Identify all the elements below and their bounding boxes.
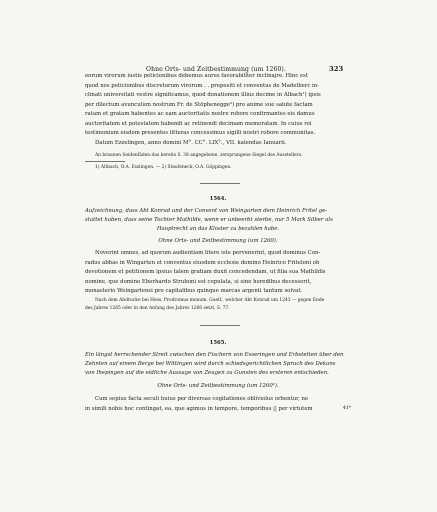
page-number: 323 [329,65,344,73]
sheet-signature: 41* [342,406,351,411]
summary-line: stattet haben, dass seine Tochter Mathilde, wenn er unbeerbt sterbe, nur 5 Mark Silber als [85,217,333,223]
source-line: des Jahres 1265 oder in den Anfang des Jahres 1266 setzt, S. 77. [85,305,230,311]
text-line: per dilectum avunculum nostrum Fr. de Stöphenegge²) pro anime sue salute factam [85,101,313,108]
source-note [85,297,351,313]
document-summary [85,351,351,378]
seal-note: An braunen Seidenfäden das bereits S. 38 angegebene, zersprungene Siegel des Ausstellers. [95,153,303,158]
text-line: nomine, que domino Eberhardo Struboni est copulata, si sine heredibus decesserit, [85,278,312,285]
document-text [85,249,351,297]
text-line: radus abbas in Wingarten et conventus eiusdem ecclesie domino Heinrico Friteloni ob [85,259,320,266]
summary-line: Zehnten auf einem Berge bei Wittingen wird durch schiedsgerichtlichen Spruch des Dekans [85,361,336,367]
summary-line: Ein längst herrschender Streit zwischen den Fischern von Esseringen und Erbstetten über den [85,352,344,358]
text-line: ratam et gratam habentes ac eam auctoritatis nostre robore confirmantes eis damus [85,111,315,117]
text-line: clinati universitati vestre significamus, quod donationem illius decime in Albach¹) ipsis [85,92,321,98]
document-summary [85,207,351,234]
document-number: 1565. [209,340,227,346]
summary-line: Hauptrecht an das Kloster zu bezahlen habe. [156,226,280,232]
source-line: Nach dem Abdrucke bei Hess, Prodromus monum. Guelf., welcher Abt Konrad um 1243 — gegen Ende [95,298,325,303]
footnote-rule [85,161,125,162]
section-divider [200,183,240,184]
text-line: Cum sepius facta seculi huius per diversas cogitationes obliviolus orbentur, ne [95,396,309,402]
text-line: quod nos peticionibus discretorum virorum . . prepositi et conventus de Madelberc in- [85,82,319,89]
text-line: testimonium eisdem presentes litteras concessimus sigilli nostri robore communitas. [85,130,316,136]
running-header: Ohne Orts- und Zeitbestimmung (um 1260). [146,66,286,73]
text-line: devotionem et petitionem ipsius talem gratiam duxit concedendam, ut filia sua Mathildis [85,269,326,275]
text-line: in simili nobis hoc contingat, ea, que agimus in tempore, temporibus || per virtutem [85,405,313,412]
previous-document-text [85,72,351,148]
document-dating: Ohne Orts- und Zeitbestimmung (um 1260¹). [157,383,279,389]
text-line: Datum Ezzelingen, anno domini M°. CC°. LIX°., VII. kalendas Ianuarii. [95,139,287,146]
footnote: 1) Altbach, O.A. Esslingen. — 2) Staufeneck, O.A. Göppingen. [95,165,232,170]
summary-line: Aufzeichnung, dass Abt Konrad und der Convent von Weingarten dem Heinrich Fritel ge- [85,208,328,214]
document-number: 1564. [209,196,227,202]
summary-line: von Ihepingen auf die eidliche Aussage von Zeugen zu Gunsten des ersteren entschieden. [85,370,329,376]
text-line: auctoritatem et potestatem habendi ac retinendi decimam memoratam. In cuius rei [85,120,312,127]
document-dating: Ohne Orts- und Zeitbestimmung (um 1260). [158,238,278,244]
text-line: monasterio Weingartensi pro capitalibus quinque marcas argenti tantum solvat. [85,288,303,294]
text-line: Noverint omnes, ad quorum audientiam litere iste pervenerint, quod dominus Con- [95,250,321,256]
section-divider [200,325,240,326]
text-line: eorum virorum iustis peticionibus debemus aures favorabiliter inclinajre. Hinc est [85,73,309,79]
